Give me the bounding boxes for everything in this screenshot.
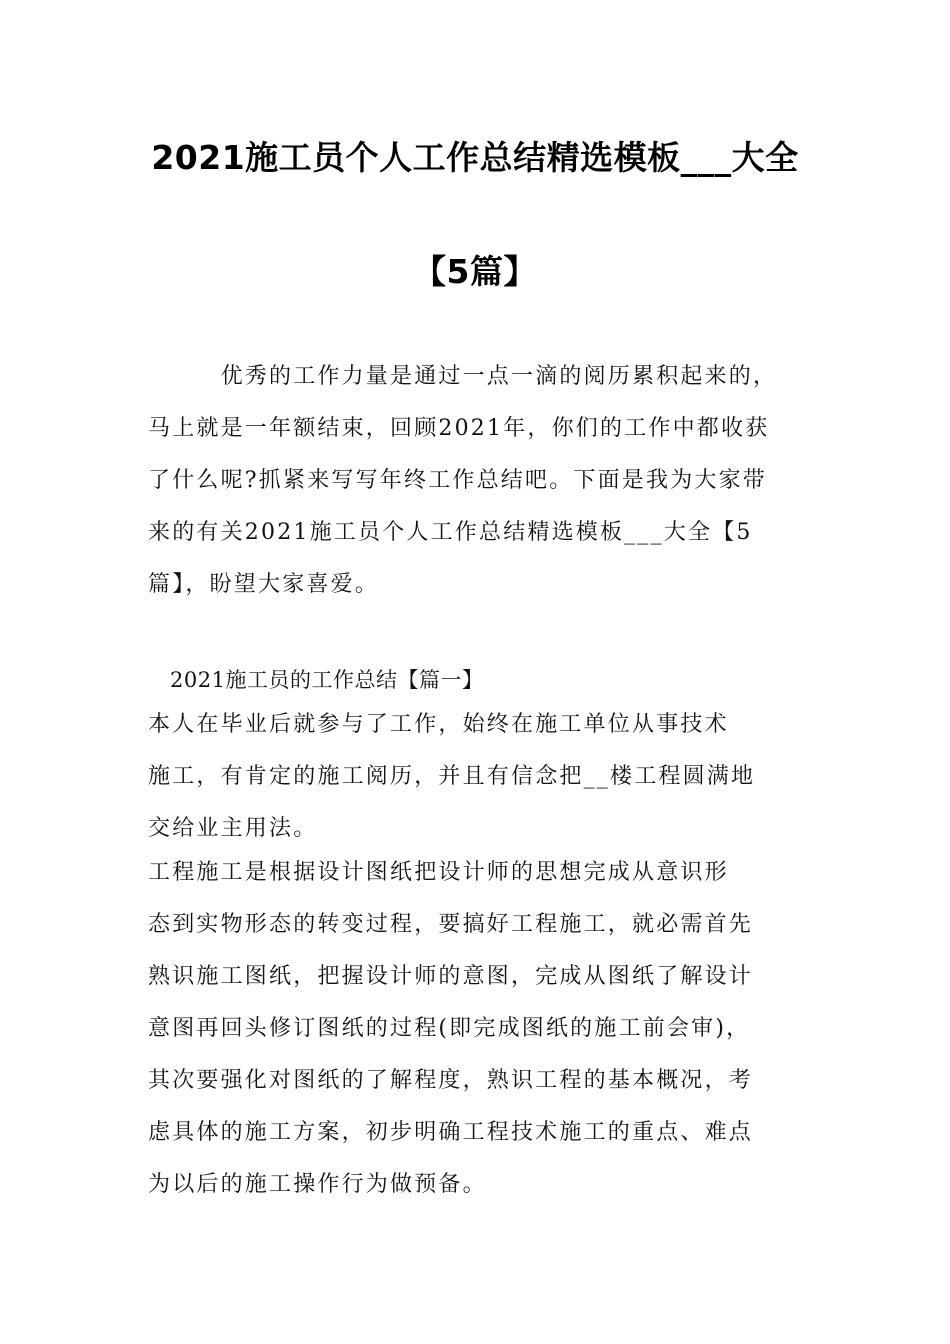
- paragraph-line: 态到实物形态的转变过程，要搞好工程施工，就必需首先: [148, 912, 754, 937]
- intro-line: 了什么呢?抓紧来写写年终工作总结吧。下面是我为大家带: [148, 468, 767, 493]
- section-heading: 2021施工员的工作总结【篇一】: [170, 668, 484, 692]
- paragraph-line: 意图再回头修订图纸的过程(即完成图纸的施工前会审)，: [148, 1016, 751, 1041]
- paragraph-line: 熟识施工图纸，把握设计师的意图，完成从图纸了解设计: [148, 964, 754, 989]
- intro-line: 篇】，盼望大家喜爱。: [148, 572, 380, 597]
- intro-line: 优秀的工作力量是通过一点一滴的阅历累积起来的，: [148, 364, 778, 389]
- intro-line: 马上就是一年额结束，回顾2021年，你们的工作中都收获: [148, 416, 770, 441]
- intro-line: 来的有关2021施工员个人工作总结精选模板___大全【5: [148, 520, 753, 545]
- paragraph-line: 虑具体的施工方案，初步明确工程技术施工的重点、难点: [148, 1120, 754, 1145]
- paragraph-line: 为以后的施工操作行为做预备。: [148, 1172, 487, 1197]
- document-title-part-count: 【5篇】: [413, 252, 537, 291]
- paragraph-line: 本人在毕业后就参与了工作，始终在施工单位从事技术: [148, 712, 729, 737]
- paragraph-line: 其次要强化对图纸的了解程度，熟识工程的基本概况，考: [148, 1068, 754, 1093]
- paragraph-line: 工程施工是根据设计图纸把设计师的思想完成从意识形: [148, 860, 729, 885]
- document-title: 2021施工员个人工作总结精选模板___大全: [151, 138, 799, 177]
- paragraph-line: 施工，有肯定的施工阅历，并且有信念把__楼工程圆满地: [148, 764, 756, 789]
- paragraph-line: 交给业主用法。: [148, 816, 318, 841]
